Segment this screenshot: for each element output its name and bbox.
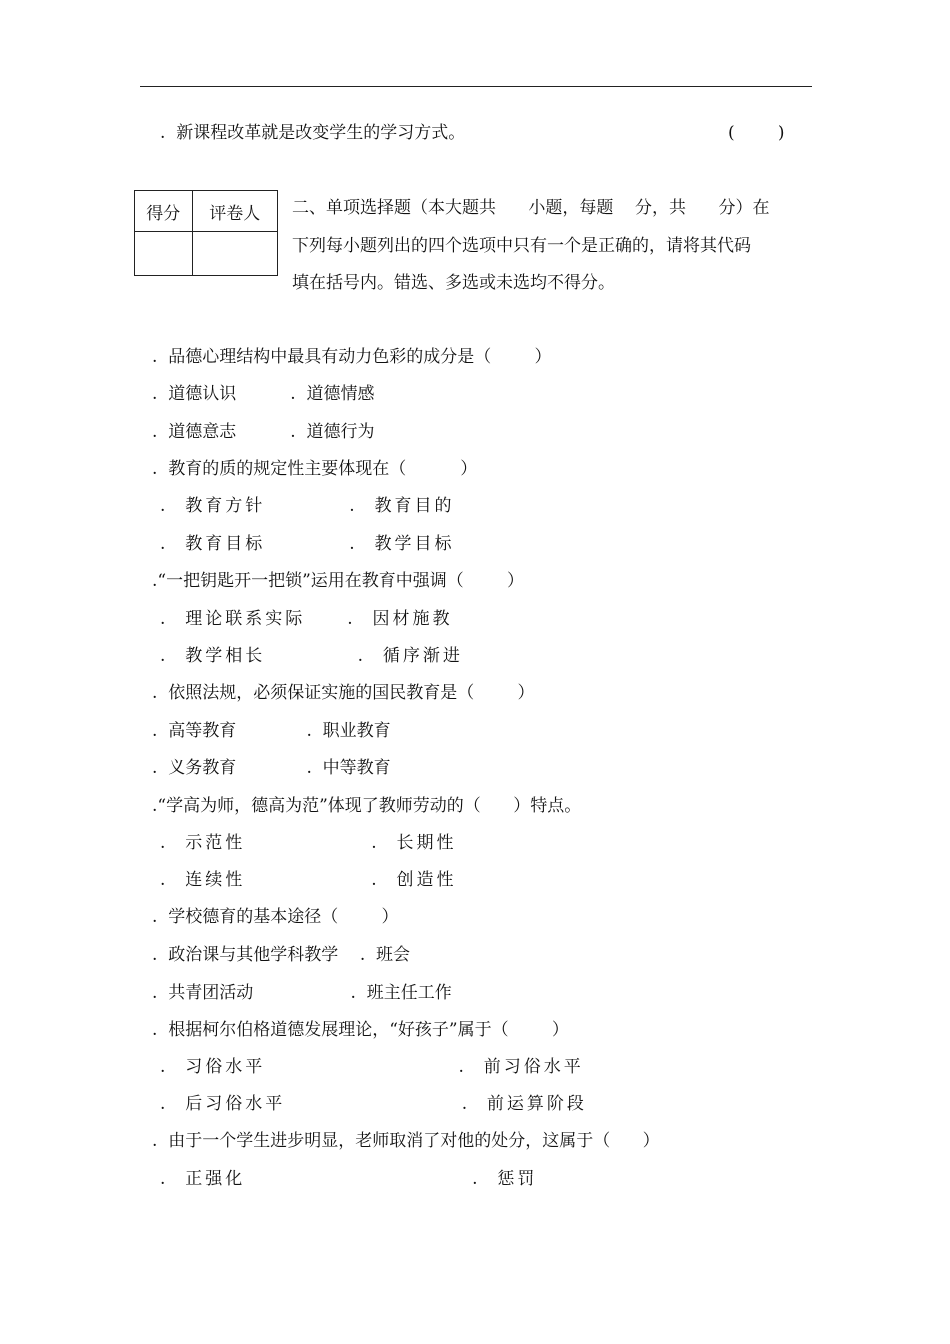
q1-stem: . 品德心理结构中最具有动力色彩的成分是（ ） xyxy=(152,347,552,367)
q8-stem: . 由于一个学生进步明显，老师取消了对他的处分，这属于（ ） xyxy=(152,1131,660,1151)
q7-stem: . 根据柯尔伯格道德发展理论，“好孩子”属于（ ） xyxy=(152,1020,569,1040)
q5-stem: .“学高为师，德高为范”体现了教师劳动的（ ）特点。 xyxy=(152,796,582,816)
q5-options-cd: . 连续性 . 创造性 xyxy=(160,870,457,890)
q8-options-ab: . 正强化 . 惩罚 xyxy=(160,1169,538,1189)
header-rule xyxy=(140,86,812,87)
section2-instruction-line2: 下列每小题列出的四个选项中只有一个是正确的，请将其代码 xyxy=(292,236,751,256)
q2-options-ab: . 教育方针 . 教育目的 xyxy=(160,496,455,516)
score-cell xyxy=(135,232,193,276)
section2-instruction-line3: 填在括号内。错选、多选或未选均不得分。 xyxy=(292,273,615,293)
q6-options-cd: . 共青团活动 . 班主任工作 xyxy=(152,983,452,1003)
q2-options-cd: . 教育目标 . 教学目标 xyxy=(160,534,455,554)
grader-label: 评卷人 xyxy=(192,191,277,232)
answer-parentheses: ( ) xyxy=(728,123,785,143)
q3-stem: .“一把钥匙开一把锁”运用在教育中强调（ ） xyxy=(152,571,525,591)
score-label: 得分 xyxy=(135,191,193,232)
q6-stem: . 学校德育的基本途径（ ） xyxy=(152,907,399,927)
judgement-question: . 新课程改革就是改变学生的学习方式。 xyxy=(160,123,466,143)
q2-stem: . 教育的质的规定性主要体现在（ ） xyxy=(152,459,478,479)
q4-options-cd: . 义务教育 . 中等教育 xyxy=(152,758,391,778)
q4-stem: . 依照法规，必须保证实施的国民教育是（ ） xyxy=(152,683,535,703)
q3-options-ab: . 理论联系实际 . 因材施教 xyxy=(160,609,453,629)
q1-options-cd: . 道德意志 . 道德行为 xyxy=(152,422,375,442)
section2-instruction-line1: 二、单项选择题（本大题共 小题，每题 分，共 分）在 xyxy=(292,198,770,218)
q4-options-ab: . 高等教育 . 职业教育 xyxy=(152,721,391,741)
q1-options-ab: . 道德认识 . 道德情感 xyxy=(152,384,375,404)
q5-options-ab: . 示范性 . 长期性 xyxy=(160,833,457,853)
score-box xyxy=(134,190,278,276)
q3-options-cd: . 教学相长 . 循序渐进 xyxy=(160,646,463,666)
q7-options-ab: . 习俗水平 . 前习俗水平 xyxy=(160,1057,584,1077)
q7-options-cd: . 后习俗水平 . 前运算阶段 xyxy=(160,1094,587,1114)
grader-cell xyxy=(192,232,277,276)
q6-options-ab: . 政治课与其他学科教学 . 班会 xyxy=(152,945,411,965)
